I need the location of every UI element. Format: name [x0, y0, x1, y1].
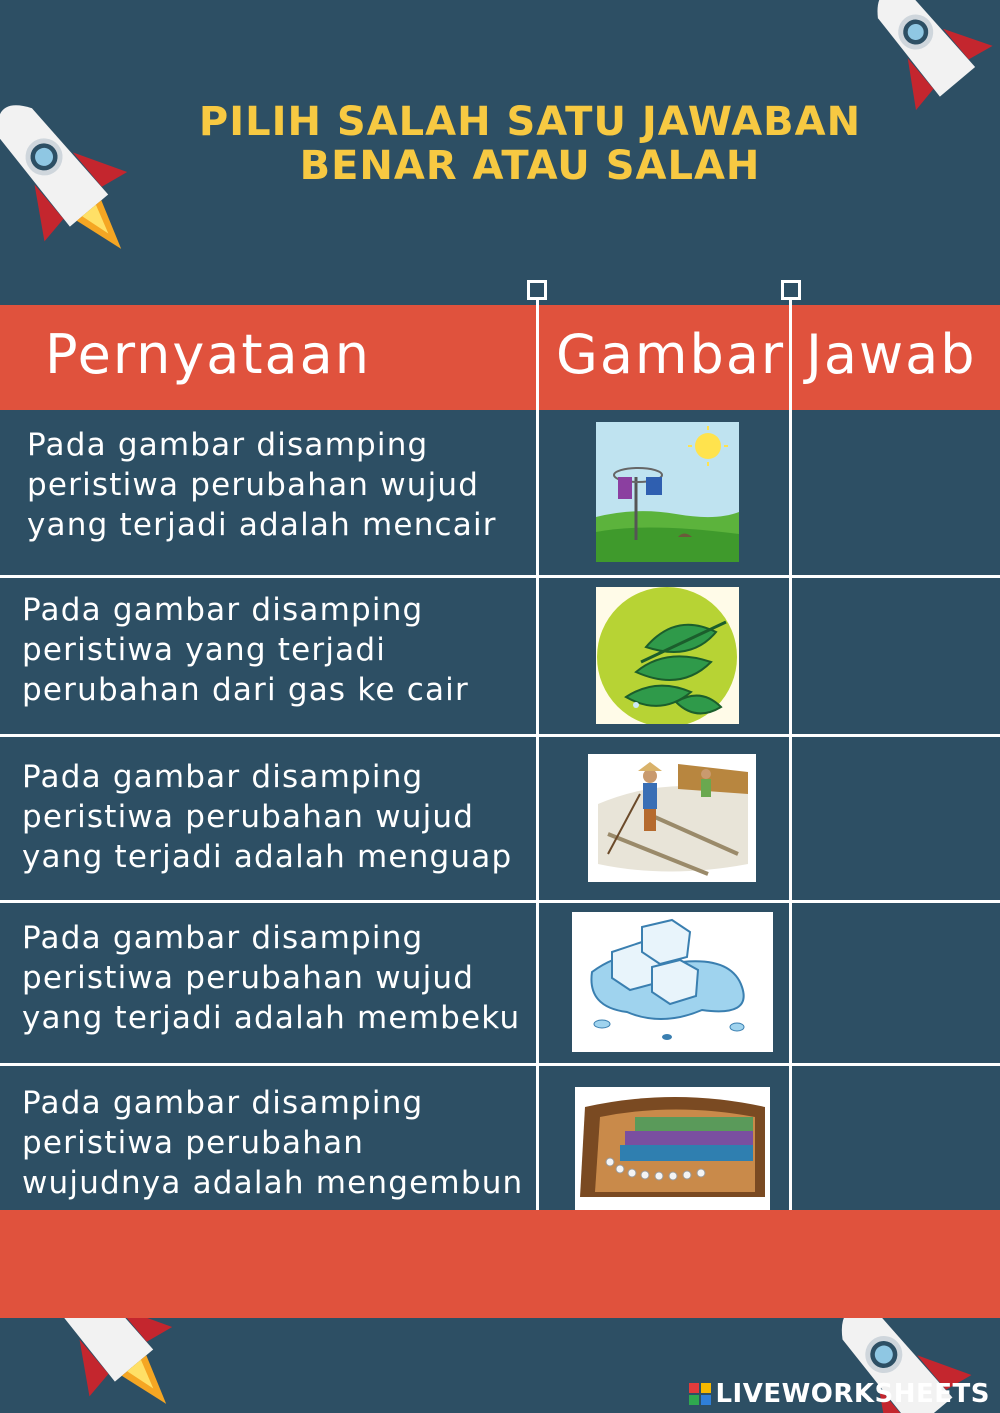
- statement-line: Pada gambar disamping: [22, 1085, 424, 1121]
- dew-on-leaves-picture: [596, 587, 739, 724]
- statement-line: peristiwa yang terjadi: [22, 632, 387, 668]
- salt-farming-picture: [588, 754, 756, 882]
- table-row: [27, 425, 497, 545]
- watermark-text: LIVEWORKSHEETS: [715, 1379, 990, 1409]
- header-picture: Gambar: [556, 323, 786, 386]
- page-title: [100, 100, 960, 188]
- drying-clothes-picture: [596, 422, 739, 562]
- table-row: [22, 757, 512, 877]
- statement-line: peristiwa perubahan wujud: [27, 467, 480, 503]
- statement-line: Pada gambar disamping: [22, 592, 424, 628]
- statement-line: peristiwa perubahan: [22, 1125, 365, 1161]
- melting-ice-cubes-picture: [572, 912, 773, 1052]
- statement-line: yang terjadi adalah mencair: [27, 507, 497, 543]
- statement-line: peristiwa perubahan wujud: [22, 799, 475, 835]
- header-statement: Pernyataan: [45, 323, 371, 386]
- statement-line: yang terjadi adalah membeku: [22, 1000, 521, 1036]
- footer-band: [0, 1210, 1000, 1318]
- statement-line: perubahan dari gas ke cair: [22, 672, 469, 708]
- answer-cell[interactable]: [793, 412, 1000, 575]
- watermark: [689, 1379, 990, 1409]
- answer-cell[interactable]: [793, 1066, 1000, 1210]
- liveworksheets-logo-icon: [689, 1383, 711, 1405]
- title-line-1: PILIH SALAH SATU JAWABAN: [198, 99, 862, 145]
- title-line-2: BENAR ATAU SALAH: [299, 143, 761, 189]
- column-divider: [536, 297, 539, 1210]
- statement-line: yang terjadi adalah menguap: [22, 839, 513, 875]
- header-answer: Jawab: [806, 323, 977, 386]
- statement-line: Pada gambar disamping: [22, 759, 424, 795]
- statement-line: peristiwa perubahan wujud: [22, 960, 475, 996]
- answer-cell[interactable]: [793, 578, 1000, 734]
- statement-line: Pada gambar disamping: [27, 427, 429, 463]
- statement-line: wujudnya adalah mengembun: [22, 1165, 524, 1201]
- statement-line: Pada gambar disamping: [22, 920, 424, 956]
- table-row: [22, 590, 469, 710]
- column-divider: [789, 297, 792, 1210]
- answer-cell[interactable]: [793, 737, 1000, 900]
- table-row: [22, 918, 520, 1038]
- table-row: [22, 1083, 523, 1203]
- mothballs-in-cupboard-picture: [575, 1087, 770, 1210]
- answer-cell[interactable]: [793, 903, 1000, 1063]
